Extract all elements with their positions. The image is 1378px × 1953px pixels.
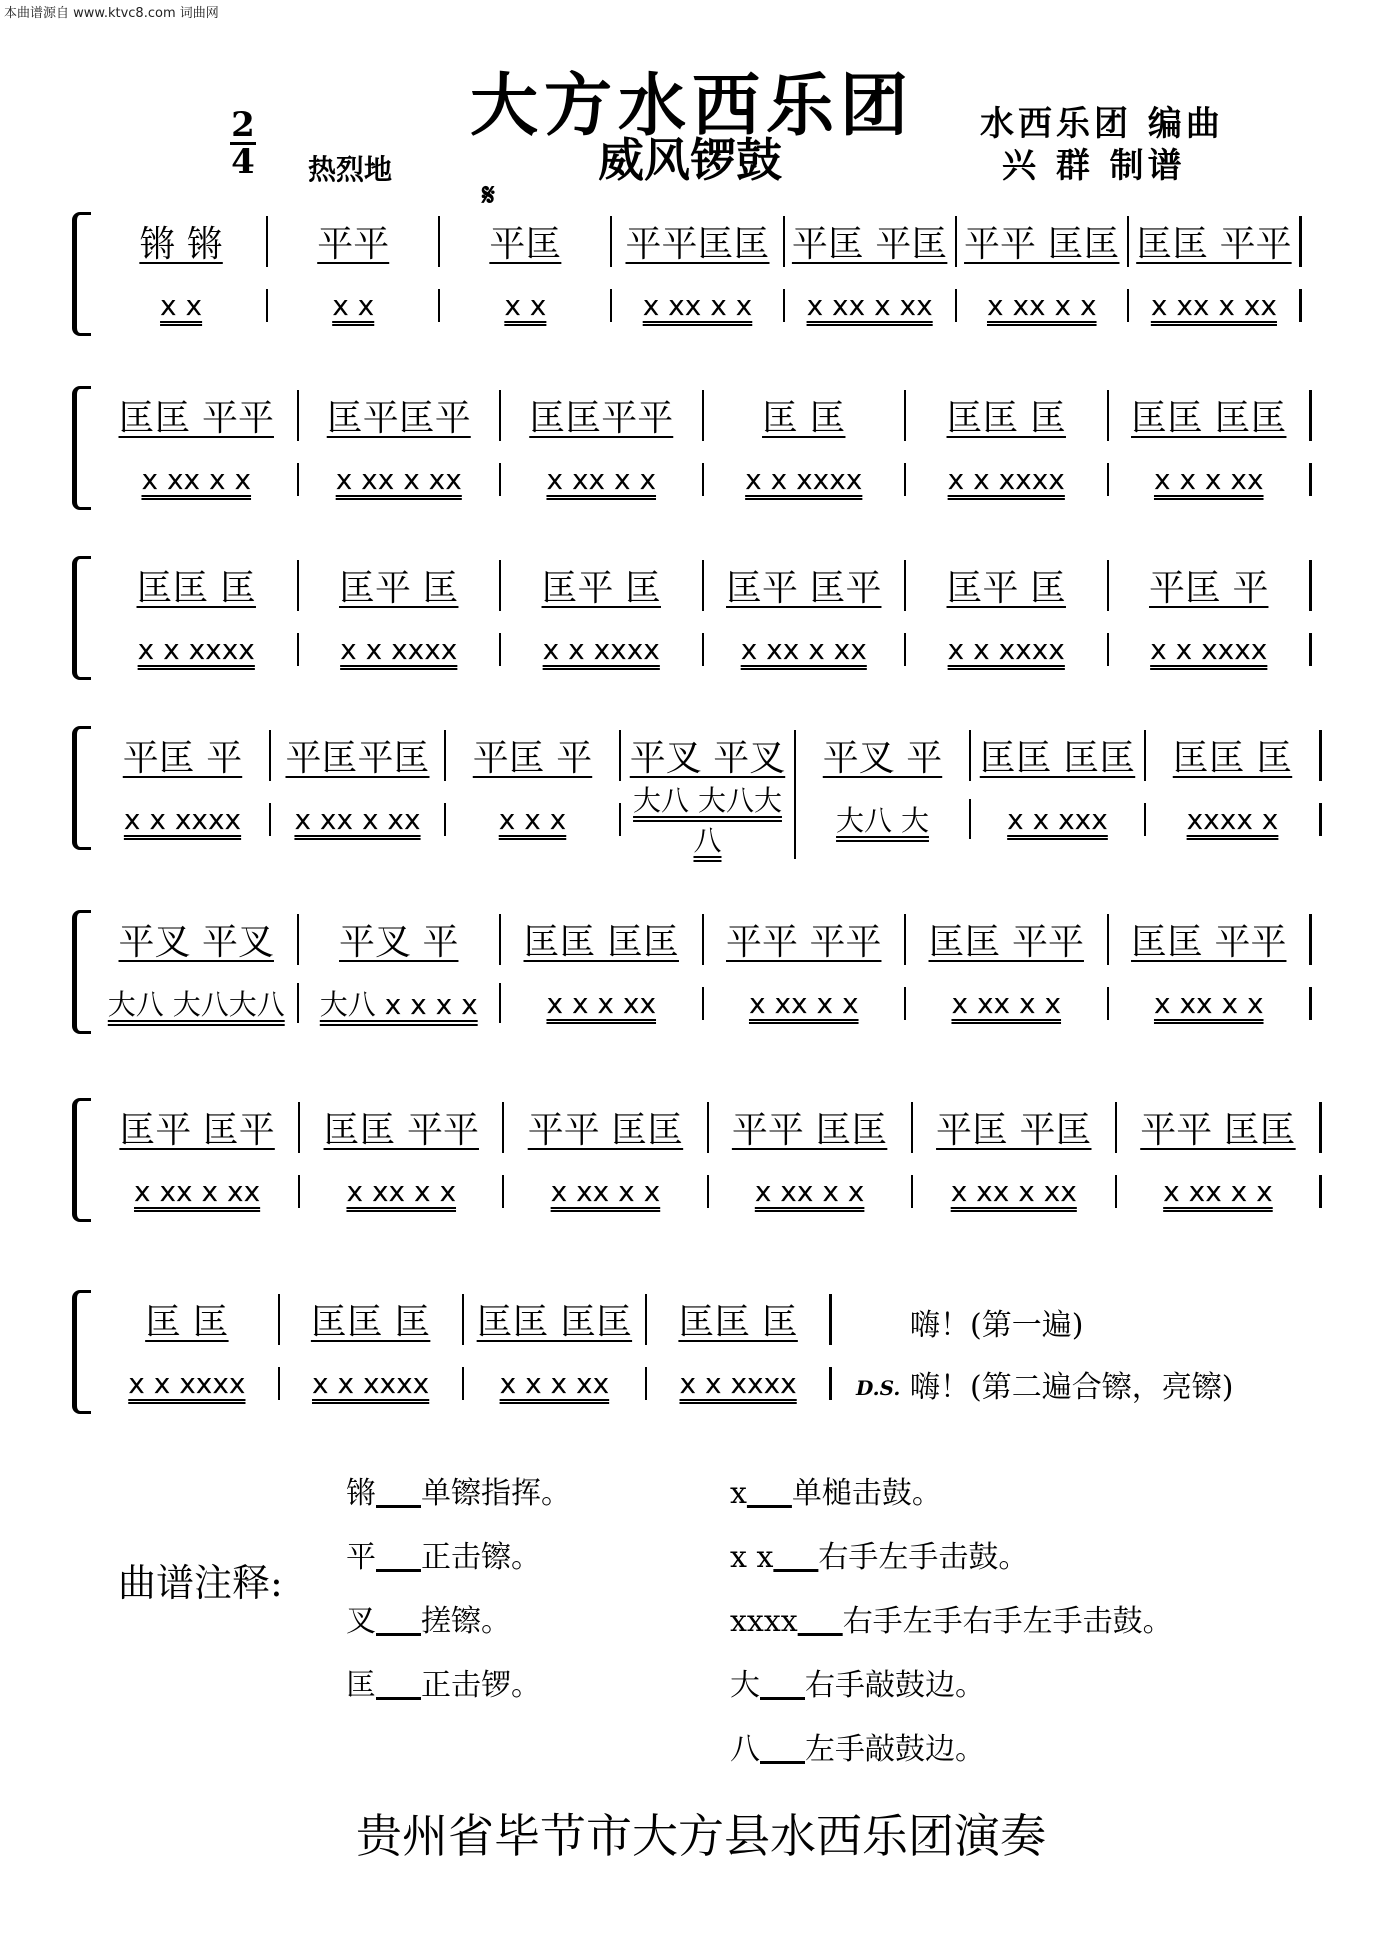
score-system (72, 212, 1302, 336)
legend-dash (747, 1476, 792, 1511)
measure: 大八 大八大八 (621, 779, 796, 859)
drum-staff (96, 1162, 1322, 1220)
measure: 匡匡 平平 (96, 390, 299, 441)
measure: x x xxxx (96, 633, 299, 666)
measure: 平叉 平叉 (96, 914, 299, 965)
measure: x xx x x (906, 987, 1109, 1020)
drum-staff (96, 1354, 832, 1412)
legend-description: 右手敲鼓边。 (805, 1668, 985, 1703)
time-signature-bottom: 4 (231, 142, 255, 182)
measure: x x x (446, 803, 621, 836)
legend-dash (376, 1604, 421, 1639)
measure: x x (440, 289, 612, 322)
system-bracket (72, 386, 91, 510)
legend-symbol: 八 (730, 1732, 760, 1767)
cymbal-gong-staff (96, 726, 1322, 784)
measure: 匡匡 平平 (1129, 216, 1302, 267)
drum-staff (96, 784, 1322, 857)
measure: x xx x xx (704, 633, 907, 666)
legend-entry (346, 1596, 511, 1640)
measure: 平匡 平匡 (913, 1102, 1117, 1153)
measure: x x xxxx (906, 463, 1109, 496)
system-bracket (72, 726, 91, 850)
legend-description: 单槌击鼓。 (791, 1476, 942, 1511)
ending-note-second: 嗨！(第二遍合镲，亮镲) (910, 1370, 1234, 1405)
measure: x x xxxx (704, 463, 907, 496)
measure: 平匡 平 (446, 730, 621, 781)
legend-dash (376, 1476, 421, 1511)
drum-staff (96, 276, 1302, 334)
measure: 平叉 平叉 (621, 730, 796, 781)
measure: 平叉 平 (796, 730, 971, 781)
measure: 平平匡匡 (612, 216, 784, 267)
legend-description: 左手敲鼓边。 (805, 1732, 985, 1767)
measure: 平平 (268, 216, 440, 267)
measure: x xx x x (96, 463, 299, 496)
measure: 匡平 匡平 (96, 1102, 300, 1153)
legend-entry (730, 1660, 985, 1704)
measure: x x (96, 289, 268, 322)
measure: x x xxxx (96, 803, 271, 836)
legend-description: 单镲指挥。 (421, 1476, 571, 1511)
composer-credit: 水西乐团 编曲 (980, 104, 1224, 144)
measure: 平平 匡匡 (1117, 1102, 1322, 1153)
measure: 平匡平匡 (271, 730, 446, 781)
legend-symbol: 平 (346, 1540, 376, 1575)
score-system (72, 556, 1312, 680)
measure: x x xxxx (96, 1367, 280, 1400)
dal-segno-mark: D.S. (856, 1376, 901, 1400)
measure: 锵 锵 (96, 216, 268, 267)
measure: x xx x x (1109, 987, 1313, 1020)
tempo-marking: 热烈地 (308, 153, 393, 186)
score-system (72, 1098, 1322, 1222)
measure: 匡平 匡平 (704, 560, 907, 611)
legend-entry (730, 1532, 1028, 1576)
measure: x x x xx (464, 1367, 648, 1400)
legend-description: 正击镲。 (421, 1540, 541, 1575)
score-system (72, 1290, 832, 1414)
measure: 平平 平平 (704, 914, 907, 965)
legend-dash (798, 1604, 843, 1639)
measure: x x x xx (1109, 463, 1313, 496)
measure: x x xxxx (299, 633, 502, 666)
performer-footer: 贵州省毕节市大方县水西乐团演奏 (356, 1809, 1046, 1863)
ending-note-first: 嗨！(第一遍) (910, 1308, 1084, 1343)
segno-sign: 𝄋 (482, 178, 495, 213)
drum-staff (96, 974, 1312, 1032)
legend-dash (376, 1540, 421, 1575)
measure: x x xxxx (501, 633, 704, 666)
measure: x xx x xx (299, 463, 502, 496)
measure: 平匡 平 (96, 730, 271, 781)
measure: 平平 匡匡 (957, 216, 1129, 267)
measure: 匡匡 匡 (96, 560, 299, 611)
measure: x xx x x (612, 289, 784, 322)
score-system (72, 386, 1312, 510)
measure: 大八 大 (796, 799, 971, 839)
measure: 匡平 匡 (906, 560, 1109, 611)
legend-symbol: 锵 (346, 1476, 376, 1511)
score-subtitle: 威风锣鼓 (598, 133, 782, 187)
measure: 匡匡平平 (501, 390, 704, 441)
legend-dash (760, 1668, 805, 1703)
cymbal-gong-staff (96, 556, 1312, 614)
measure: x xx x xx (1129, 289, 1302, 322)
system-bracket (72, 212, 91, 336)
measure: 大八 大八大八 (96, 983, 299, 1023)
system-bracket (72, 910, 91, 1034)
measure: x x xxx (971, 803, 1146, 836)
legend-symbol: 叉 (346, 1604, 376, 1639)
measure: 匡匡 匡 (280, 1294, 464, 1345)
measure: 匡匡 匡 (647, 1294, 832, 1345)
cymbal-gong-staff (96, 212, 1302, 270)
legend-symbol: 匡 (346, 1668, 376, 1703)
measure: 匡匡 匡 (1146, 730, 1322, 781)
transcriber-credit: 兴 群 制谱 (1002, 146, 1186, 186)
legend-symbol: xxxx (730, 1604, 798, 1639)
measure: x x xxxx (906, 633, 1109, 666)
measure: x xx x x (501, 463, 704, 496)
measure: 匡匡 匡匡 (501, 914, 704, 965)
score-system (72, 726, 1322, 857)
measure: x xx x x (957, 289, 1129, 322)
measure: x x xxxx (1109, 633, 1313, 666)
legend-entry (730, 1724, 985, 1768)
legend-dash (376, 1668, 421, 1703)
legend-description: 正击锣。 (421, 1668, 541, 1703)
legend-description: 右手左手右手左手击鼓。 (842, 1604, 1173, 1639)
legend-entry (730, 1468, 942, 1512)
measure: x x xxxx (280, 1367, 464, 1400)
legend-symbol: x (730, 1476, 747, 1511)
measure: 匡平匡平 (299, 390, 502, 441)
measure: 平平 匡匡 (709, 1102, 913, 1153)
cymbal-gong-staff (96, 1098, 1322, 1156)
measure: 平叉 平 (299, 914, 502, 965)
measure: 匡 匡 (704, 390, 907, 441)
measure: xxxx x (1146, 803, 1322, 836)
measure: x x xxxx (647, 1367, 832, 1400)
measure: x x (268, 289, 440, 322)
time-signature (230, 105, 256, 182)
measure: x xx x xx (913, 1175, 1117, 1208)
legend-entry (346, 1660, 541, 1704)
measure: 平匡 平匡 (785, 216, 957, 267)
measure: 匡匡 平平 (300, 1102, 504, 1153)
legend-symbol: x x (730, 1540, 774, 1575)
legend-entry (346, 1468, 571, 1512)
measure: 匡匡 平平 (1109, 914, 1313, 965)
legend-entry (346, 1532, 541, 1576)
measure: x xx x x (1117, 1175, 1322, 1208)
measure: 平平 匡匡 (504, 1102, 708, 1153)
measure: 匡平 匡 (501, 560, 704, 611)
measure: 匡匡 匡 (906, 390, 1109, 441)
measure: 匡平 匡 (299, 560, 502, 611)
measure: 大八 x x x x (299, 983, 502, 1023)
legend-description: 右手左手击鼓。 (818, 1540, 1029, 1575)
measure: x x x xx (501, 987, 704, 1020)
measure: 平匡 平 (1109, 560, 1313, 611)
measure: x xx x x (704, 987, 907, 1020)
system-bracket (72, 556, 91, 680)
score-system (72, 910, 1312, 1034)
cymbal-gong-staff (96, 910, 1312, 968)
legend-entry (730, 1596, 1173, 1640)
drum-staff (96, 620, 1312, 678)
system-bracket (72, 1290, 91, 1414)
cymbal-gong-staff (96, 1290, 832, 1348)
measure: 匡匡 匡匡 (464, 1294, 648, 1345)
score-title: 大方水西乐团 (470, 66, 915, 146)
legend-dash (760, 1732, 805, 1767)
measure: x xx x x (504, 1175, 708, 1208)
measure: 平匡 (440, 216, 612, 267)
measure: x xx x xx (96, 1175, 300, 1208)
drum-staff (96, 450, 1312, 508)
system-bracket (72, 1098, 91, 1222)
measure: x xx x xx (785, 289, 957, 322)
measure: x xx x xx (271, 803, 446, 836)
measure: 匡匡 匡匡 (971, 730, 1146, 781)
cymbal-gong-staff (96, 386, 1312, 444)
legend-dash (773, 1540, 818, 1575)
measure: 匡 匡 (96, 1294, 280, 1345)
measure: 匡匡 平平 (906, 914, 1109, 965)
legend-description: 搓镲。 (421, 1604, 511, 1639)
legend-label: 曲谱注释: (118, 1561, 283, 1605)
measure: x xx x x (709, 1175, 913, 1208)
measure: x xx x x (300, 1175, 504, 1208)
measure: 匡匡 匡匡 (1109, 390, 1313, 441)
watermark-text: 本曲谱源自 www.ktvc8.com 词曲网 (4, 6, 219, 21)
time-signature-top: 2 (231, 105, 255, 145)
legend-symbol: 大 (730, 1668, 760, 1703)
